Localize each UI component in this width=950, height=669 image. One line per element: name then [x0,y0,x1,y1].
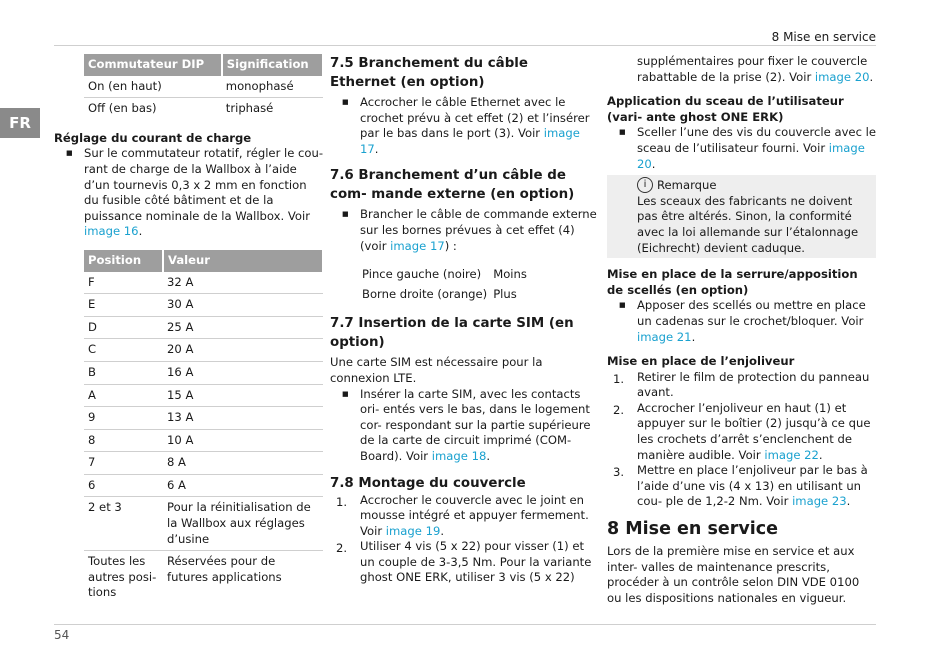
table-cell: Pince gauche (noire) [362,267,482,282]
table-row [84,429,323,452]
table-cell: 13 A [163,407,323,430]
trim-steps [607,370,876,510]
table-header: Valeur [163,250,323,272]
bullet-item [607,125,876,172]
figure-link[interactable]: image 17 [360,126,580,156]
figure-link[interactable]: image 16 [84,224,139,239]
bullet-text: . [691,329,696,344]
bullet-text: Sur le commutateur rotatif, régler le cou- rant de charge de la Wallbox à l’aide d’un tournevis 0,3 x 2 mm en fonction du fusible côté bâtiment et de la puissance nominale de la Wallbox. Voir [84,146,324,223]
table-cell: B [84,361,163,384]
section-heading: Réglage du courant de charge [54,130,252,145]
table-row [84,76,323,98]
table-header: Position [84,250,163,272]
section-title: 7.6 Branchement d’un câble de com- mande externe (en option) [330,168,575,203]
table-cell: Réservées pour de futures applications [167,554,282,584]
paragraph: Une carte SIM est nécessaire pour la connexion LTE. [330,355,543,385]
step-number: 1. [613,371,625,386]
bullet-item [54,146,324,240]
table-row [84,384,323,407]
bullet-item [330,387,598,465]
table-row [84,497,323,551]
table-row [84,452,323,475]
table-cell: 15 A [163,384,323,407]
bullet-text: Insérer la carte SIM, avec les contacts ori- entés vers le bas, dans le logement cor- respondant sur la partie supérieure de la carte de circuit imprimé (COM-Board). Voir [360,386,591,463]
bullet-text: Brancher le câble de commande externe sur les bornes prévues à cet effet (4) (voir [360,207,597,253]
figure-link[interactable]: image 20 [637,140,865,171]
table-cell: triphasé [225,101,274,116]
dip-switch-table [84,54,324,120]
page-number: 54 [54,628,70,642]
table-cell: 10 A [163,429,323,452]
bullet-text: . [486,448,491,463]
table-cell: F [84,272,163,294]
header-rule [54,45,876,46]
numbered-step [607,370,876,401]
numbered-step [607,401,876,463]
step-text: . [818,447,823,462]
step-text: Utiliser 4 vis (5 x 22) pour visser (1) et un couple de 3-3,5 Nm. Pour la variante ghost ONE ERK, utiliser 3 vis (5 x 22) [360,539,592,585]
section-heading: Application du sceau de l’utilisateur (vari- ante ghost ONE ERK) [607,94,844,124]
figure-link[interactable]: image 18 [431,448,487,463]
table-row [362,286,527,306]
table-cell: 9 [84,407,163,430]
info-icon: i [637,177,653,193]
column-3 [607,54,876,606]
bullet-text: Accrocher le câble Ethernet avec le crochet prévu à cet effet (2) et l’insérer par le bas dans le port (3). Voir [360,95,590,141]
running-header: 8 Mise en service [771,30,876,44]
paragraph-text: supplémentaires pour fixer le couvercle rabattable de la prise (2). Voir [637,54,868,84]
table-cell: 6 [84,474,163,497]
step-number: 2. [336,541,348,556]
table-cell: 20 A [163,339,323,362]
note-box [607,175,876,258]
table-header: Signification [222,54,323,76]
table-cell: On (en haut) [84,76,222,98]
section-heading: Mise en place de l’enjoliveur [607,354,795,369]
table-cell: Toutes les autres posi- tions [88,554,157,600]
note-text: Les sceaux des fabricants ne doivent pas être altérés. Sinon, la conformité avec la loi allemande sur l’étalonnage (Eichrecht) devient caduque. [637,193,859,255]
table-header: Commutateur DIP [84,54,222,76]
table-cell: E [84,294,163,317]
figure-link[interactable]: image 20 [814,69,870,84]
bullet-item [330,95,598,157]
table-cell: 8 [84,429,163,452]
table-row [84,272,323,294]
paragraph [607,54,876,85]
table-row [84,361,323,384]
table-row [362,266,527,286]
step-text: . [846,494,851,509]
position-table [84,250,324,604]
figure-link[interactable]: image 19 [385,523,441,538]
table-cell: Pour la réinitialisation de la Wallbox aux réglages d’usine [163,497,323,551]
table-cell: C [84,339,163,362]
table-cell: 6 A [163,474,323,497]
step-number: 3. [613,465,625,480]
step-text: Accrocher l’enjoliveur en haut (1) et appuyer sur le boîtier (2) jusqu’à ce que les crochets d’arrêt s’enclenchent de manière audible. Voir [637,400,871,462]
table-row [84,294,323,317]
figure-link[interactable]: image 23 [792,494,847,509]
figure-link[interactable]: image 21 [637,329,692,344]
section-title: 7.5 Branchement du câble Ethernet (en option) [330,56,528,90]
numbered-step [330,539,598,586]
terminal-table [362,266,527,305]
table-cell: Borne droite (orange) [362,286,488,301]
bullet-item [607,298,876,345]
table-cell: Plus [493,286,517,301]
table-cell: 30 A [163,294,323,317]
language-tab: FR [0,108,40,138]
step-text: . [440,523,445,538]
paragraph: Lors de la première mise en service et aux inter- valles de maintenance prescrits, procéder à un contrôle selon DIN VDE 0100 ou les dispositions nationales en vigueur. [607,544,860,605]
section-heading: Mise en place de la serrure/apposition de scellés (en option) [607,267,858,297]
table-cell: 25 A [163,316,323,339]
numbered-step [330,493,598,540]
table-row [84,339,323,362]
step-text: Retirer le film de protection du panneau avant. [637,369,870,400]
table-row [84,98,323,120]
table-row [84,407,323,430]
table-row [84,551,323,604]
table-cell: D [84,316,163,339]
bullet-text: Sceller l’une des vis du couvercle avec le sceau de l’utilisateur fourni. Voir [637,125,876,155]
bullet-text: . [374,141,379,156]
numbered-step [607,463,876,510]
bullet-item [330,207,598,254]
step-number: 1. [336,494,348,509]
paragraph-text: . [869,69,874,84]
step-text: Mettre en place l’enjoliveur par le bas à l’aide d’une vis (4 x 13) en utilisant un cou- ple de 1,2-2 Nm. Voir [637,463,868,509]
table-cell: monophasé [222,76,323,98]
table-cell: 8 A [163,452,323,475]
bullet-text: Apposer des scellés ou mettre en place un cadenas sur le crochet/bloquer. Voir [637,298,866,328]
column-2 [330,54,598,586]
figure-link[interactable]: image 22 [764,447,819,462]
table-cell: 7 [84,452,163,475]
section-title: 7.7 Insertion de la carte SIM (en option) [330,316,574,351]
step-number: 2. [613,402,625,417]
table-cell: Off (en bas) [88,101,157,116]
figure-link[interactable]: image 17 [390,238,445,253]
step-text: Accrocher le couvercle avec le joint en mousse intégré et appuyer fermement. Voir [360,492,589,538]
footer-rule [54,624,876,625]
bullet-text: . [138,224,143,239]
table-cell: 16 A [163,361,323,384]
table-row [84,474,323,497]
chapter-title: 8 Mise en service [607,519,779,540]
note-title: Remarque [657,178,717,193]
table-cell: A [84,384,163,407]
section-title: 7.8 Montage du couvercle [330,475,526,491]
table-cell: 2 et 3 [84,497,163,551]
table-cell: Moins [493,267,527,282]
table-cell: 32 A [163,272,323,294]
bullet-text: ) : [444,238,457,253]
bullet-text: . [651,156,656,171]
table-row [84,316,323,339]
column-1 [54,54,324,604]
